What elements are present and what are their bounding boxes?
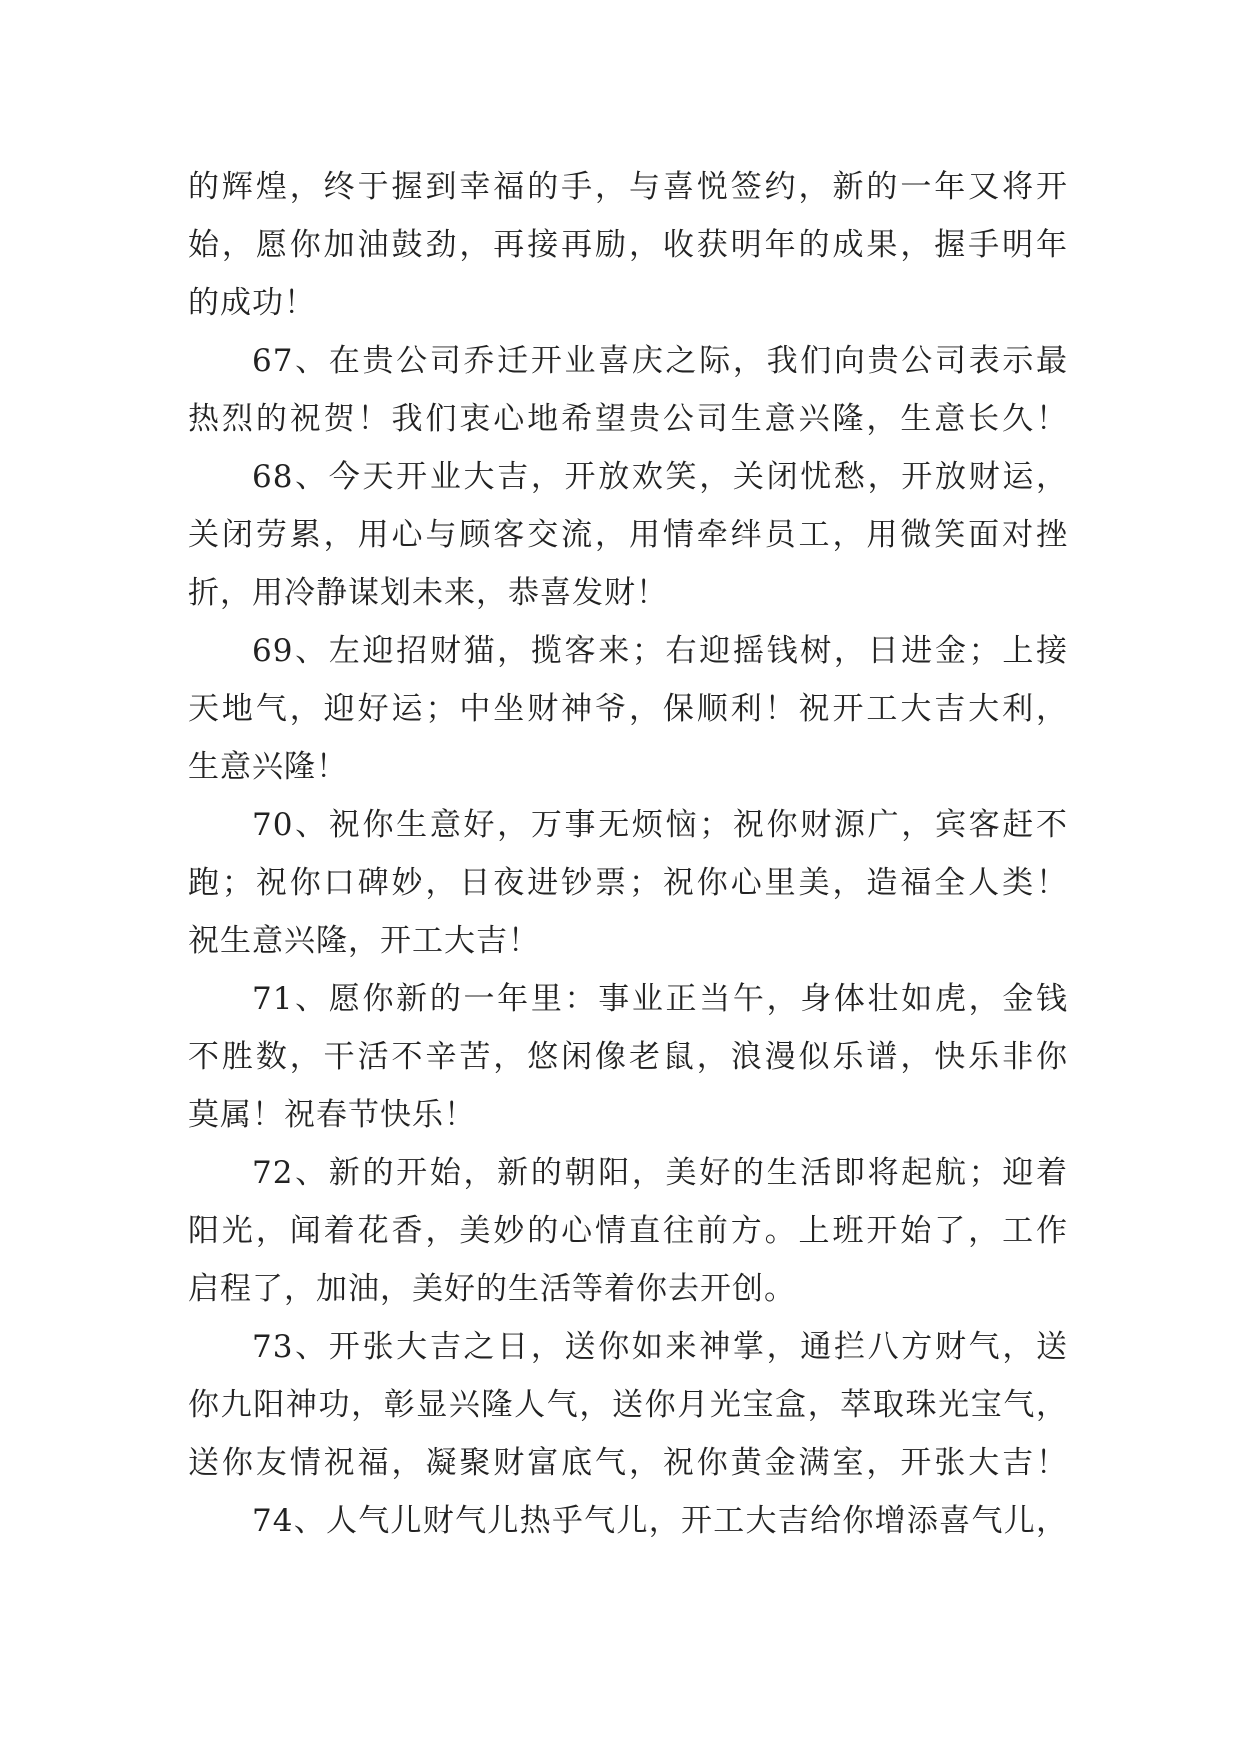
text-line: 跑；祝你口碑妙，日夜进钞票；祝你心里美，造福全人类！ [188,865,1068,901]
paragraph-start-68: 68、今天开业大吉，开放欢笑，关闭忧愁，开放财运， [252,459,1068,495]
paragraph-start-70: 70、祝你生意好，万事无烦恼；祝你财源广，宾客赶不 [252,807,1068,843]
text-line: 你九阳神功，彰显兴隆人气，送你月光宝盒，萃取珠光宝气， [188,1387,1068,1423]
text-line: 始，愿你加油鼓劲，再接再励，收获明年的成果，握手明年 [188,227,1068,263]
text-line: 热烈的祝贺！我们衷心地希望贵公司生意兴隆，生意长久！ [188,401,1068,437]
paragraph-start-71: 71、愿你新的一年里：事业正当午，身体壮如虎，金钱 [252,981,1068,1017]
paragraph-start-67: 67、在贵公司乔迁开业喜庆之际，我们向贵公司表示最 [252,343,1068,379]
text-line: 关闭劳累，用心与顾客交流，用情牵绊员工，用微笑面对挫 [188,517,1068,553]
paragraph-start-73: 73、开张大吉之日，送你如来神掌，通拦八方财气，送 [252,1329,1068,1365]
paragraph-start-72: 72、新的开始，新的朝阳，美好的生活即将起航；迎着 [252,1155,1068,1191]
text-line: 不胜数，干活不辛苦，悠闲像老鼠，浪漫似乐谱，快乐非你 [188,1039,1068,1075]
text-line: 启程了，加油，美好的生活等着你去开创。 [188,1271,796,1307]
text-line: 的成功！ [188,285,316,321]
text-line: 的辉煌，终于握到幸福的手，与喜悦签约，新的一年又将开 [188,169,1068,205]
text-line: 祝生意兴隆，开工大吉！ [188,923,540,959]
text-line: 天地气，迎好运；中坐财神爷，保顺利！祝开工大吉大利， [188,691,1068,727]
text-line: 莫属！祝春节快乐！ [188,1097,476,1133]
text-line: 生意兴隆！ [188,749,348,785]
text-line: 阳光，闻着花香，美妙的心情直往前方。上班开始了，工作 [188,1213,1068,1249]
paragraph-start-69: 69、左迎招财猫，揽客来；右迎摇钱树，日进金；上接 [252,633,1068,669]
paragraph-start-74: 74、人气儿财气儿热乎气儿，开工大吉给你增添喜气儿， [252,1503,1068,1539]
document-body [188,158,1068,1550]
text-line: 折，用冷静谋划未来，恭喜发财！ [188,575,668,611]
text-line: 送你友情祝福，凝聚财富底气，祝你黄金满室，开张大吉！ [188,1445,1068,1481]
